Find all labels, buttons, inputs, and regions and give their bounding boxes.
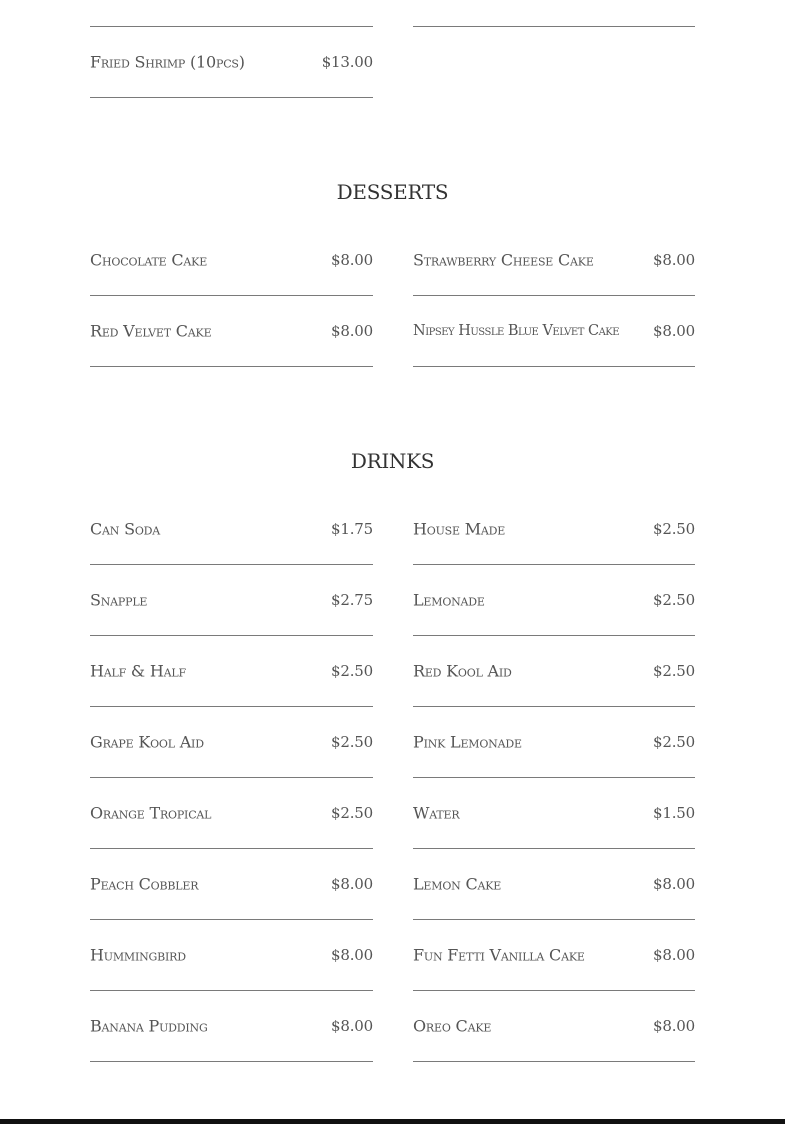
menu-item-name: Red Kool Aid [413, 661, 512, 681]
menu-item [90, 707, 373, 778]
menu-item-name: Water [413, 803, 460, 823]
menu-item-name: Oreo Cake [413, 1016, 492, 1036]
menu-item [90, 494, 373, 565]
menu-item-name: Snapple [90, 590, 148, 610]
menu-item-price: $8.00 [331, 322, 373, 340]
menu-item-name: Lemonade [413, 590, 485, 610]
menu-item-price: $8.00 [653, 1017, 695, 1035]
menu-item-price: $8.00 [331, 875, 373, 893]
menu-item [413, 494, 695, 565]
menu-item-price: $2.50 [653, 662, 695, 680]
menu-item-price: $2.50 [653, 520, 695, 538]
menu-item [90, 778, 373, 849]
menu-item-name: Half & Half [90, 661, 186, 681]
menu-item-name: Peach Cobbler [90, 874, 199, 894]
menu-item-name: Pink Lemonade [413, 732, 522, 752]
menu-item [90, 565, 373, 636]
menu-item-name [413, 0, 574, 1]
menu-item [413, 565, 695, 636]
menu-item [90, 225, 373, 296]
menu-item [90, 991, 373, 1062]
menu-item-name: Can Soda [90, 519, 161, 539]
menu-item [413, 991, 695, 1062]
menu-item [90, 920, 373, 991]
menu-item-name: Banana Pudding [90, 1016, 208, 1036]
menu-item-name: Hummingbird [90, 945, 186, 965]
menu-item-name: Chocolate Cake [90, 250, 208, 270]
menu-item-name: Strawberry Cheese Cake [413, 250, 594, 270]
menu-item [413, 636, 695, 707]
menu-item-price: $2.50 [331, 662, 373, 680]
menu-item [413, 778, 695, 849]
menu-item-name [90, 0, 203, 1]
section-title-desserts: DESSERTS [336, 180, 449, 204]
menu-item-name: Lemon Cake [413, 874, 502, 894]
menu-item-price: $8.00 [331, 1017, 373, 1035]
menu-item-price: $2.50 [331, 804, 373, 822]
menu-item [413, 849, 695, 920]
menu-item-price: $8.00 [331, 946, 373, 964]
menu-item-price: $1.50 [653, 804, 695, 822]
menu-item [413, 707, 695, 778]
menu-item-name: Fried Shrimp (10pcs) [90, 52, 245, 72]
menu-item [413, 0, 695, 27]
menu-item [413, 296, 695, 367]
menu-item-price: $8.00 [653, 322, 695, 340]
menu-item [90, 0, 373, 27]
menu-item-price: $8.00 [653, 251, 695, 269]
menu-item-name: Nipsey Hussle Blue Velvet Cake [413, 323, 620, 339]
menu-item [413, 920, 695, 991]
menu-item-price: $2.50 [331, 733, 373, 751]
menu-item-name: Fun Fetti Vanilla Cake [413, 945, 585, 965]
menu-item [90, 296, 373, 367]
menu-item-price: $1.75 [331, 520, 373, 538]
menu-item-price: $13.00 [321, 53, 373, 71]
menu-item-price: $2.50 [653, 591, 695, 609]
menu-item-name: Orange Tropical [90, 803, 212, 823]
menu-item [90, 849, 373, 920]
section-title-drinks: DRINKS [350, 449, 435, 473]
menu-item [413, 225, 695, 296]
menu-item-price: $8.00 [653, 875, 695, 893]
menu-item-price: $2.50 [653, 733, 695, 751]
menu-item [90, 636, 373, 707]
menu-item [90, 27, 373, 98]
menu-item-price: $8.00 [331, 251, 373, 269]
footer-bar [0, 1119, 785, 1124]
menu-item-price: $8.00 [653, 946, 695, 964]
menu-item-price: $2.75 [331, 591, 373, 609]
menu-item-name: Grape Kool Aid [90, 732, 204, 752]
menu-item-name: House Made [413, 519, 506, 539]
menu-item-name: Red Velvet Cake [90, 321, 212, 341]
